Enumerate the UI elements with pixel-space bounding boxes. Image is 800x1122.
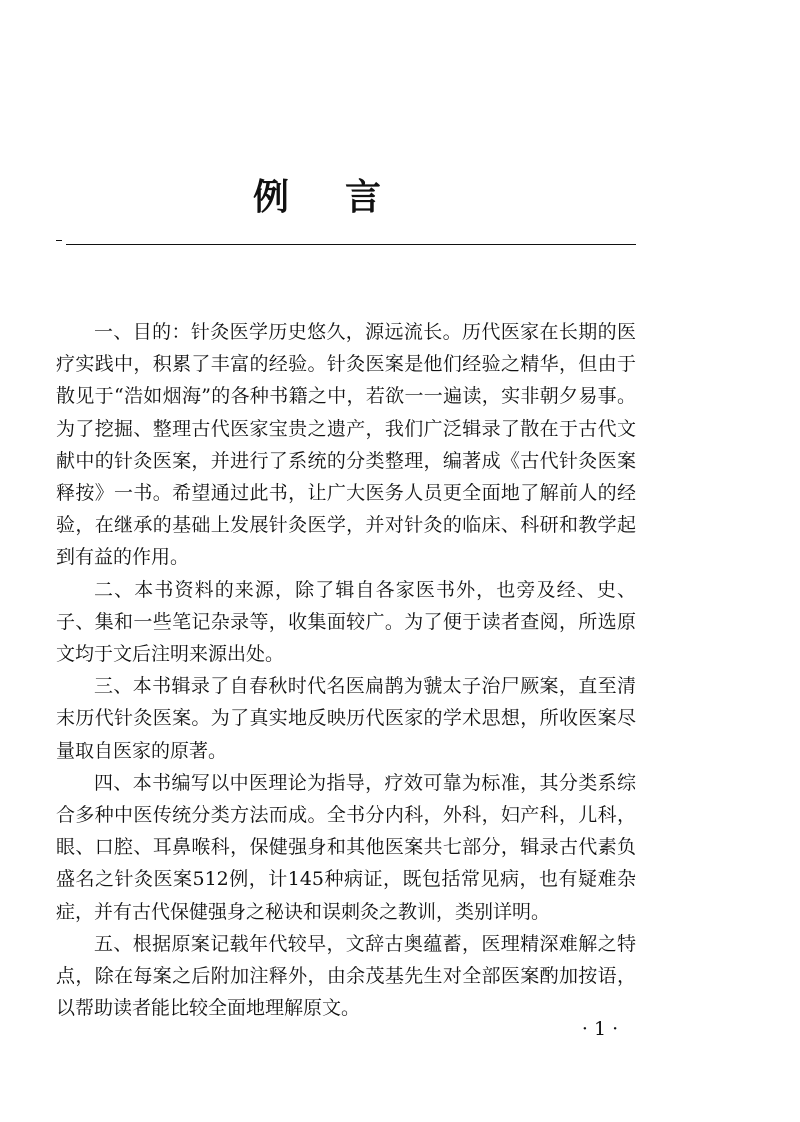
- paragraph-2: 二、本书资料的来源，除了辑自各家医书外，也旁及经、史、子、集和一些笔记杂录等，收集面较广。为了便于读者查阅，所选原文均于文后注明来源出处。: [56, 578, 636, 666]
- title-rule-tick: [56, 240, 62, 241]
- page-number: · 1 ·: [581, 1018, 619, 1040]
- paragraph-4: 四、本书编写以中医理论为指导，疗效可靠为标准，其分类系综合多种中医传统分类方法而成。全书分内科，外科，妇产科，儿科，眼、口腔、耳鼻喉科，保健强身和其他医案共七部分，辑录古代素负盛名之针灸医案512例，计145种病证，既包括常见病，也有疑难杂症，并有古代保健强身之秘诀和误刺灸之教训，类别详明。: [56, 771, 636, 923]
- title-rule: [66, 244, 636, 245]
- body-text: [56, 316, 636, 1024]
- paragraph-5: 五、根据原案记载年代较早，文辞古奥蕴蓄，医理精深难解之特点，除在每案之后附加注释外，由余茂基先生对全部医案酌加按语，以帮助读者能比较全面地理解原文。: [56, 932, 636, 1020]
- paragraph-3: 三、本书辑录了自春秋时代名医扁鹊为虢太子治尸厥案，直至清末历代针灸医案。为了真实地反映历代医家的学术思想，所收医案尽量取自医家的原著。: [56, 675, 636, 762]
- paragraph-1: 一、目的：针灸医学历史悠久，源远流长。历代医家在长期的医疗实践中，积累了丰富的经验。针灸医案是他们经验之精华，但由于散见于“浩如烟海”的各种书籍之中，若欲一一遍读，实非朝夕易事。为了挖掘、整理古代医家宝贵之遗产，我们广泛辑录了散在于古代文献中的针灸医案，并进行了系统的分类整理，编著成《古代针灸医案释按》一书。希望通过此书，让广大医务人员更全面地了解前人的经验，在继承的基础上发展针灸医学，并对针灸的临床、科研和教学起到有益的作用。: [56, 321, 636, 569]
- page-title: 例言: [252, 176, 437, 218]
